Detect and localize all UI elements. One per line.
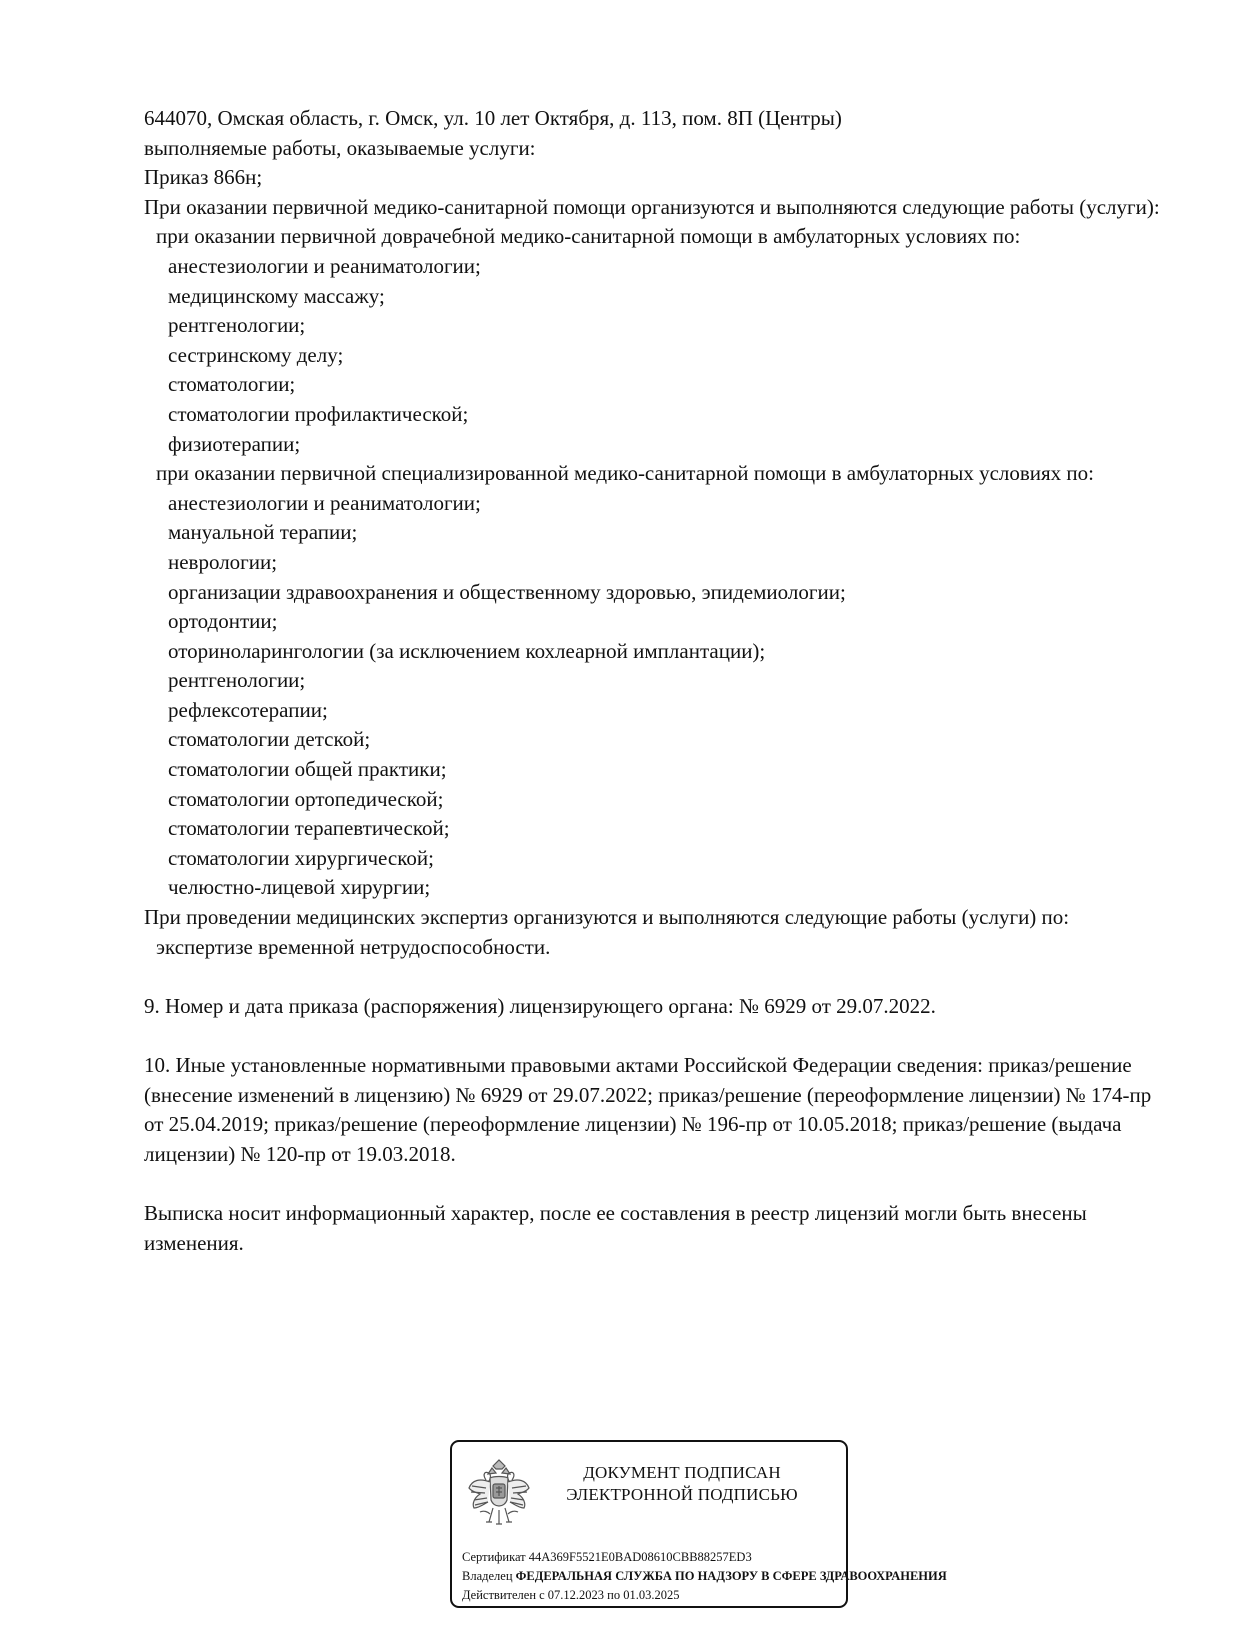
works-label: выполняемые работы, оказываемые услуги: — [144, 135, 536, 160]
list-item: стоматологии общей практики; — [168, 757, 447, 782]
list-item: анестезиологии и реаниматологии; — [168, 490, 481, 515]
list-item: сестринскому делу; — [168, 342, 344, 367]
list-item: рентгенологии; — [168, 668, 306, 693]
certificate-number: 44A369F5521E0BAD08610CBB88257ED3 — [528, 1550, 752, 1564]
list-item: рентгенологии; — [168, 313, 306, 338]
list-item: стоматологии терапевтической; — [168, 816, 450, 841]
list-item: стоматологии хирургической; — [168, 845, 434, 870]
spacer — [144, 1169, 1164, 1199]
owner-label: Владелец — [462, 1569, 513, 1583]
list-item: рефлексотерапии; — [168, 697, 328, 722]
prehospital-intro: при оказании первичной доврачебной медико-санитарной помощи в амбулаторных условиях по: — [156, 224, 1021, 249]
list-item: физиотерапии; — [168, 431, 301, 456]
certificate-label: Сертификат — [462, 1550, 526, 1564]
list-item: стоматологии ортопедической; — [168, 786, 444, 811]
list-item: челюстно-лицевой хирургии; — [168, 875, 431, 900]
primary-care-intro: При оказании первичной медико-санитарной помощи организуются и выполняются следующие работы (услуги): — [144, 194, 1160, 219]
list-item: анестезиологии и реаниматологии; — [168, 253, 481, 278]
list-item: оториноларингологии (за исключением кохлеарной имплантации); — [168, 638, 766, 663]
list-item: стоматологии детской; — [168, 727, 371, 752]
expertise-intro: При проведении медицинских экспертиз организуются и выполняются следующие работы (услуги) по: — [144, 905, 1070, 930]
list-item: медицинскому массажу; — [168, 283, 385, 308]
owner-line — [462, 1567, 947, 1586]
list-item: ортодонтии; — [168, 609, 278, 634]
stamp-title-line-2: ЭЛЕКТРОННОЙ ПОДПИСЬЮ — [566, 1485, 798, 1504]
section-10: 10. Иные установленные нормативными правовыми актами Российской Федерации сведения: приказ/решение (внесение изменений в лицензию) № 6929 от 29.07.2022; приказ/решение (переоформление лицензии) № 174-пр от 25.04.2019; приказ/решение (переоформление лицензии) № 196-пр от 10.05.2018; приказ/решение (выдача лицензии) № 120-пр от 19.03.2018. — [144, 1053, 1152, 1166]
spacer — [144, 962, 1164, 992]
validity-line: Действителен с 07.12.2023 по 01.03.2025 — [462, 1588, 680, 1602]
specialized-list — [144, 489, 1164, 903]
certificate-line — [462, 1548, 862, 1567]
list-item: мануальной терапии; — [168, 520, 358, 545]
order-line: Приказ 866н; — [144, 165, 263, 190]
list-item: стоматологии; — [168, 372, 296, 397]
stamp-details — [462, 1548, 947, 1605]
stamp-title-line-1: ДОКУМЕНТ ПОДПИСАН — [583, 1463, 781, 1482]
russian-coat-of-arms-icon — [466, 1456, 532, 1534]
stamp-title — [552, 1462, 812, 1506]
electronic-signature-stamp — [450, 1440, 947, 1608]
address-line: 644070, Омская область, г. Омск, ул. 10 лет Октября, д. 113, пом. 8П (Центры) — [144, 106, 842, 130]
disclaimer: Выписка носит информационный характер, после ее составления в реестр лицензий могли быть внесены изменения. — [144, 1200, 1087, 1255]
expertise-item: экспертизе временной нетрудоспособности. — [156, 934, 551, 959]
prehospital-list — [144, 252, 1164, 459]
owner-name: ФЕДЕРАЛЬНАЯ СЛУЖБА ПО НАДЗОРУ В СФЕРЕ ЗДРАВООХРАНЕНИЯ — [515, 1569, 947, 1583]
spacer — [144, 1021, 1164, 1051]
list-item: стоматологии профилактической; — [168, 401, 469, 426]
section-9: 9. Номер и дата приказа (распоряжения) лицензирующего органа: № 6929 от 29.07.2022. — [144, 993, 936, 1018]
specialized-intro: при оказании первичной специализированной медико-санитарной помощи в амбулаторных условиях по: — [156, 461, 1095, 486]
list-item: неврологии; — [168, 549, 278, 574]
document-body — [144, 104, 1164, 1258]
list-item: организации здравоохранения и общественному здоровью, эпидемиологии; — [168, 579, 846, 604]
